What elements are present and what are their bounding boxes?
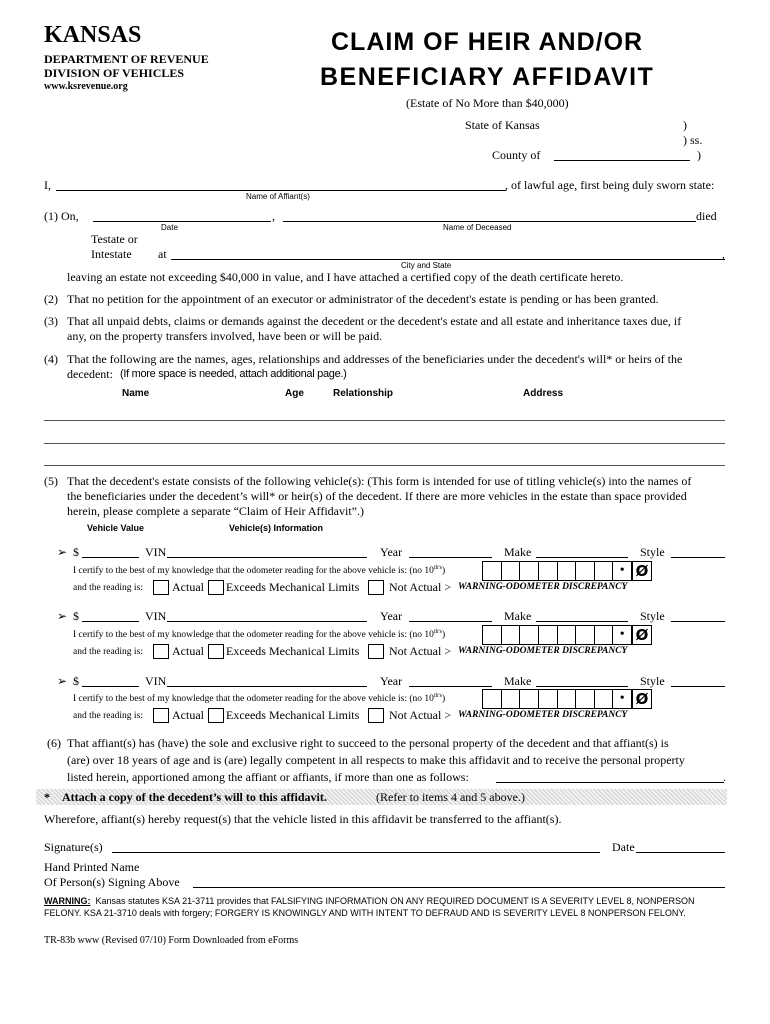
vehicle-3-make-label: Make (504, 674, 532, 688)
vehicle-2-vin-field[interactable] (167, 621, 367, 622)
form-subtitle: (Estate of No More than $40,000) (406, 96, 569, 110)
affiant-name-field[interactable] (56, 190, 506, 191)
deceased-name-field[interactable] (283, 221, 696, 222)
vehicle-3-certify: I certify to the best of my knowledge that the odometer reading for the above vehicle is: (no $10^{th's}$) (73, 693, 446, 705)
item6-num: (6) (47, 736, 61, 750)
signature-field[interactable] (112, 852, 600, 853)
item6-line3: listed herein, apportioned among the affiant or affiants, if more than one as follows: (67, 770, 469, 784)
vehicle-3-style-label: Style (640, 674, 665, 688)
testate-option[interactable]: Testate or (91, 232, 138, 246)
vehicle-1-odometer-field[interactable]: • (482, 561, 632, 581)
vehicle-2-make-label: Make (504, 609, 532, 623)
state-of-label: State of Kansas (465, 118, 540, 132)
vehicle-3-make-field[interactable] (536, 686, 628, 687)
vehicle-2-style-label: Style (640, 609, 665, 623)
vehicle-2-reading-label: and the reading is: (73, 647, 143, 657)
vehicle-3-year-label: Year (380, 674, 403, 688)
vehicle-1-actual-label: Actual (172, 580, 204, 594)
city-caption: City and State (401, 261, 452, 270)
vehicle-2-vin-label: VIN (145, 609, 167, 623)
website-link[interactable]: www.ksrevenue.org (44, 81, 128, 92)
vehicle-1-year-label: Year (380, 545, 403, 559)
vehicle-3-odometer-field[interactable]: • (482, 689, 632, 709)
item3-line2: any, on the property transfers involved, have been or will be paid. (67, 329, 383, 343)
warning-line1: WARNING: Kansas statutes KSA 21-3711 provides that FALSIFYING INFORMATION ON ANY REQUIRED DOCUMENT IS A SEVERITY LEVEL 8, NONPERSON (44, 896, 695, 906)
item1-died: died (696, 209, 717, 223)
item6-line1: That affiant(s) has (have) the sole and exclusive right to succeed to the personal property of the decedent and that affiant(s) is (67, 736, 669, 750)
printed-name-label-2: Of Person(s) Signing Above (44, 875, 180, 889)
affiant-suffix: , of lawful age, first being duly sworn state: (505, 178, 715, 192)
col-name-header: Name (122, 388, 150, 399)
item3-line1: That all unpaid debts, claims or demands against the decedent or the decedent's estate and all estate and inheritance taxes due, if (67, 314, 682, 328)
vehicle-1-value-field[interactable] (82, 557, 139, 558)
item1-label: (1) On, (44, 209, 79, 223)
col-address-header: Address (523, 388, 564, 399)
vehicle-2-warning: WARNING-ODOMETER DISCREPANCY (458, 646, 628, 656)
item5-num: (5) (44, 474, 58, 488)
vehicle-3-actual-label: Actual (172, 708, 204, 722)
vehicle-2-not-actual-label: Not Actual > (389, 644, 452, 658)
vehicle-1-reading-label: and the reading is: (73, 583, 143, 593)
col-vehicle-info: Vehicle(s) Information (229, 523, 324, 533)
vehicle-2-odometer-field[interactable]: • (482, 625, 632, 645)
vehicle-3-exceeds-checkbox[interactable] (208, 708, 224, 723)
deceased-caption: Name of Deceased (443, 223, 512, 232)
form-title-line1: CLAIM OF HEIR AND/OR (331, 28, 644, 56)
vehicle-2-make-field[interactable] (536, 621, 628, 622)
vehicle-1-not-actual-checkbox[interactable] (368, 580, 384, 595)
vehicle-2-actual-label: Actual (172, 644, 204, 658)
form-title-line2: BENEFICIARY AFFIDAVIT (320, 63, 655, 91)
printed-name-label-1: Hand Printed Name (44, 860, 140, 874)
item4-line2b: (If more space is needed, attach additional page.) (120, 368, 347, 380)
item6-line2: (are) over 18 years of age and is (are) legally competent in all respects to make this affidavit and to receive the personal property (67, 753, 685, 767)
venue-paren-2: ) (697, 148, 701, 162)
vehicle-3-reading-label: and the reading is: (73, 711, 143, 721)
vehicle-3-value-field[interactable] (82, 686, 139, 687)
vehicle-2-dollar: $ (73, 609, 79, 623)
item3-num: (3) (44, 314, 58, 328)
vehicle-3-vin-field[interactable] (167, 686, 367, 687)
department-name: DEPARTMENT OF REVENUE (44, 52, 209, 66)
vehicle-3-no-tenths-icon: Ø (632, 689, 652, 709)
item5-line1: That the decedent's estate consists of the following vehicle(s): (This form is intended for use of titling vehicle(s) into the names of (67, 474, 692, 488)
vehicle-1-exceeds-label: Exceeds Mechanical Limits (226, 580, 360, 594)
beneficiary-row-1[interactable] (44, 420, 725, 421)
apportionment-field[interactable] (496, 782, 724, 783)
col-age-header: Age (285, 388, 304, 399)
item4-line1: That the following are the names, ages, relationships and addresses of the beneficiaries under the decedent's will* or heirs of the (67, 352, 683, 366)
vehicle-2-year-label: Year (380, 609, 403, 623)
city-comma: , (722, 247, 725, 261)
county-of-label: County of (492, 148, 541, 162)
vehicle-3-exceeds-label: Exceeds Mechanical Limits (226, 708, 360, 722)
date-caption: Date (161, 223, 178, 232)
vehicle-1-actual-checkbox[interactable] (153, 580, 169, 595)
affiant-prefix: I, (44, 178, 51, 192)
item1-leaving: leaving an estate not exceeding $40,000 in value, and I have attached a certified copy of the death certificate hereto. (67, 270, 624, 284)
item4-num: (4) (44, 352, 58, 366)
city-state-field[interactable] (171, 259, 725, 260)
wherefore-text: Wherefore, affiant(s) hereby request(s) that the vehicle listed in this affidavit be transferred to the affiant(s). (44, 812, 562, 826)
affiant-caption: Name of Affiant(s) (246, 192, 310, 201)
vehicle-1-certify: I certify to the best of my knowledge that the odometer reading for the above vehicle is: (no $10^{th's}$) (73, 565, 446, 577)
item2-text: That no petition for the appointment of an executor or administrator of the decedent's estate is pending or has been granted. (67, 292, 659, 306)
printed-name-field[interactable] (193, 887, 725, 888)
state-name: KANSAS (44, 22, 142, 48)
vehicle-2-not-actual-checkbox[interactable] (368, 644, 384, 659)
vehicle-2-year-field[interactable] (409, 621, 492, 622)
item1-comma: , (272, 209, 275, 223)
vehicle-2-exceeds-checkbox[interactable] (208, 644, 224, 659)
attach-bold: Attach a copy of the decedent’s will to this affidavit. (62, 790, 327, 804)
division-name: DIVISION OF VEHICLES (44, 66, 185, 80)
venue-ss: ) ss. (683, 133, 703, 147)
vehicle-1-dollar: $ (73, 545, 79, 559)
vehicle-2-certify: I certify to the best of my knowledge that the odometer reading for the above vehicle is: (no $10^{th's}$) (73, 629, 446, 641)
vehicle-3-vin-label: VIN (145, 674, 167, 688)
item4-line2a: decedent: (67, 367, 113, 381)
vehicle-1-exceeds-checkbox[interactable] (208, 580, 224, 595)
vehicle-3-style-field[interactable] (671, 686, 725, 687)
signature-label: Signature(s) (44, 840, 103, 854)
beneficiary-row-3[interactable] (44, 465, 725, 466)
intestate-option[interactable]: Intestate (91, 247, 132, 261)
vehicle-1-vin-label: VIN (145, 545, 167, 559)
vehicle-3-not-actual-label: Not Actual > (389, 708, 452, 722)
col-relationship-header: Relationship (333, 388, 394, 399)
vehicle-3-warning: WARNING-ODOMETER DISCREPANCY (458, 710, 628, 720)
item5-line3: herein, please complete a separate “Claim of Heir Affidavit”.) (67, 504, 364, 518)
item5-line2: the beneficiaries under the decedent’s will* or heir(s) of the decedent. If there are more vehicles in the estate than space provided (67, 489, 687, 503)
beneficiary-row-2[interactable] (44, 443, 725, 444)
vehicle-1-style-label: Style (640, 545, 665, 559)
date-label: Date (612, 840, 635, 854)
vehicle-3-actual-checkbox[interactable] (153, 708, 169, 723)
vehicle-2-style-field[interactable] (671, 621, 725, 622)
vehicle-1-vin-field[interactable] (167, 557, 367, 558)
vehicle-2-exceeds-label: Exceeds Mechanical Limits (226, 644, 360, 658)
vehicle-3-not-actual-checkbox[interactable] (368, 708, 384, 723)
col-vehicle-value: Vehicle Value (87, 523, 145, 533)
venue-paren-1: ) (683, 118, 687, 132)
death-date-field[interactable] (93, 221, 271, 222)
vehicle-3-year-field[interactable] (409, 686, 492, 687)
at-label: at (158, 247, 167, 261)
item6-end: . (723, 770, 726, 784)
signature-date-field[interactable] (636, 852, 725, 853)
vehicle-1-not-actual-label: Not Actual > (389, 580, 452, 594)
vehicle-2-actual-checkbox[interactable] (153, 644, 169, 659)
vehicle-3-arrow: ➢ (57, 674, 68, 688)
vehicle-1-style-field[interactable] (671, 557, 725, 558)
warning-line2: FELONY. KSA 21-3710 deals with forgery; FORGERY IS KNOWINGLY AND WITH INTENT TO DEFRAUD AND IS SEVERITY LEVEL 8 NONPERSON FELONY. (44, 908, 686, 918)
vehicle-2-arrow: ➢ (57, 609, 68, 623)
vehicle-1-no-tenths-icon: Ø (632, 561, 652, 581)
vehicle-1-year-field[interactable] (409, 557, 492, 558)
form-footer: TR-83b www (Revised 07/10) Form Downloaded from eForms (44, 935, 299, 946)
attach-star: * (44, 790, 50, 804)
county-field[interactable] (554, 160, 690, 161)
vehicle-1-arrow: ➢ (57, 545, 68, 559)
vehicle-2-no-tenths-icon: Ø (632, 625, 652, 645)
vehicle-3-dollar: $ (73, 674, 79, 688)
vehicle-2-value-field[interactable] (82, 621, 139, 622)
vehicle-1-make-label: Make (504, 545, 532, 559)
vehicle-1-warning: WARNING-ODOMETER DISCREPANCY (458, 582, 628, 592)
item2-num: (2) (44, 292, 58, 306)
attach-normal: (Refer to items 4 and 5 above.) (376, 790, 525, 804)
vehicle-1-make-field[interactable] (536, 557, 628, 558)
